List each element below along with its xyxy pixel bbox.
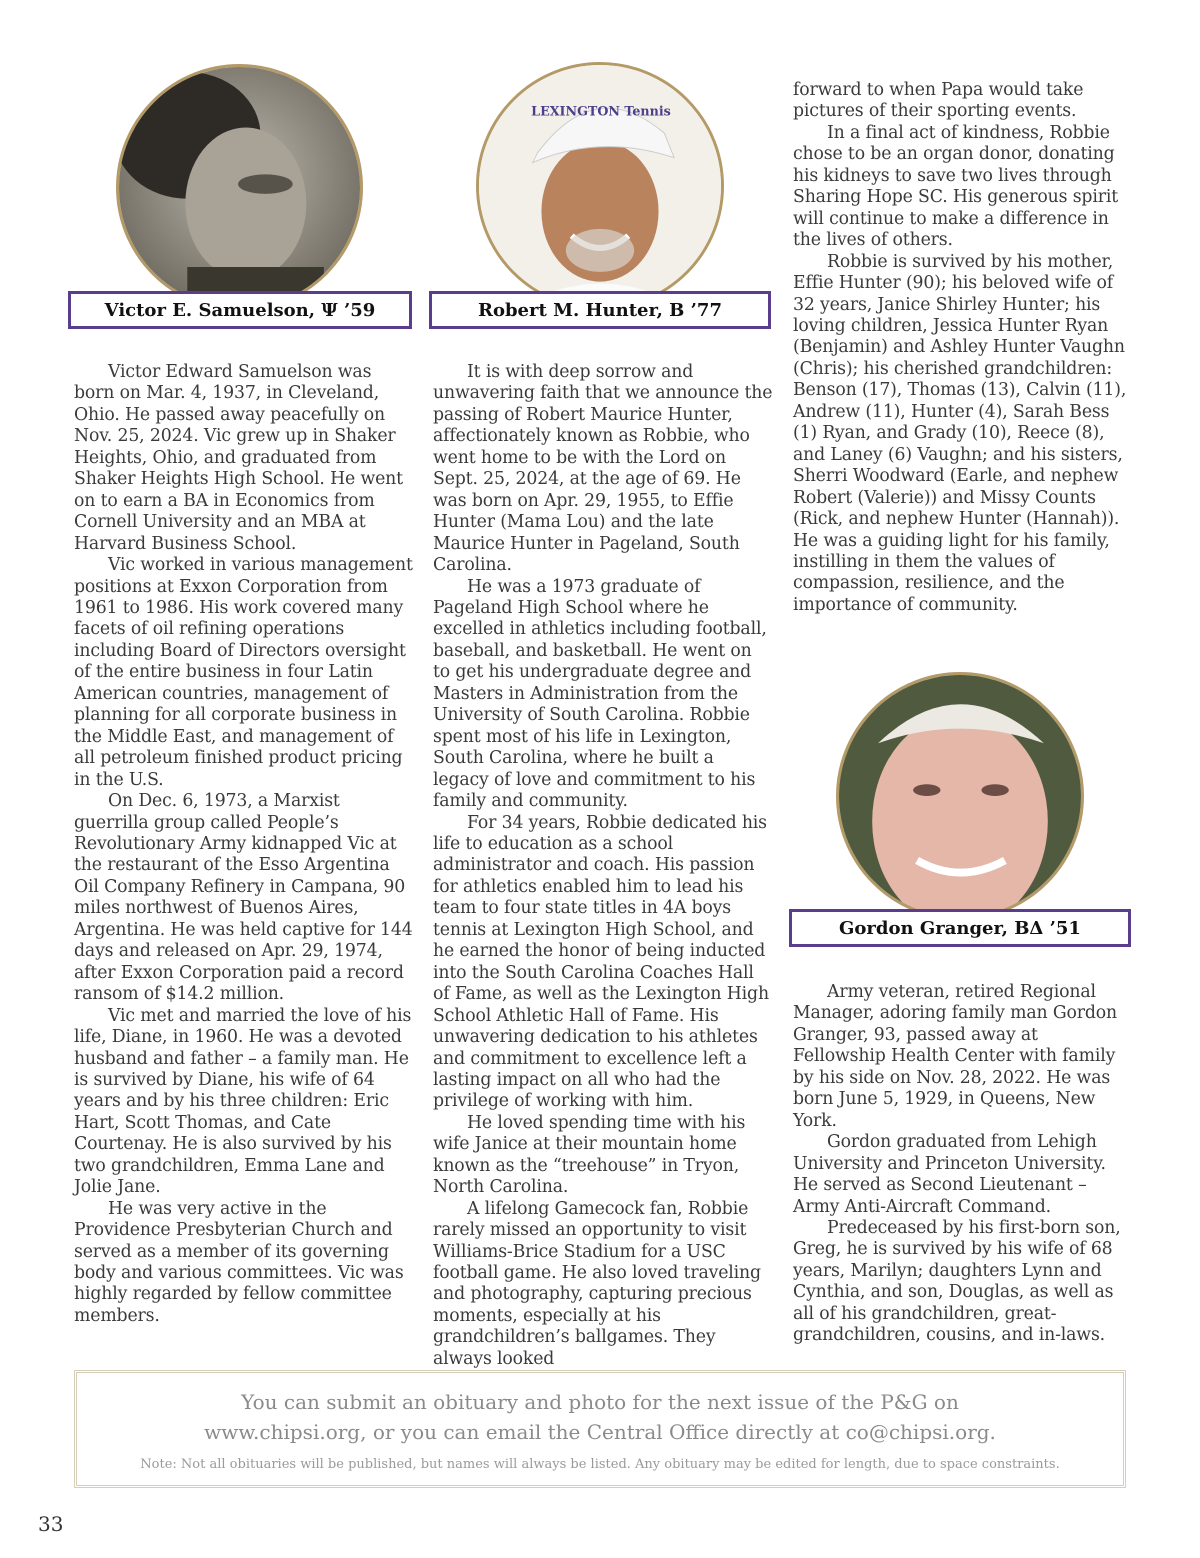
paragraph: Victor Edward Samuelson was born on Mar. 4, 1937, in Cleveland, Ohio. He passed away peacefully on Nov. 25, 2024. Vic grew up in Shaker Heights, Ohio, and graduated from Shaker Heights High School. He went on to earn a BA in Economics from Cornell University and an MBA at Harvard Business School. — [74, 362, 403, 554]
victor-samuelson-photo — [116, 64, 363, 311]
paragraph: On Dec. 6, 1973, a Marxist guerrilla group called People’s Revolutionary Army kidnapped Vic at the restaurant of the Esso Argentina Oil Company Refinery in Campana, 90 miles northwest of Buenos Aires, Argentina. He was held captive for 144 days and released on Apr. 29, 1974, after Exxon Corporation paid a record ransom of $14.2 million. — [74, 791, 413, 1005]
paragraph: A lifelong Gamecock fan, Robbie rarely missed an opportunity to visit Williams-Brice Stadium for a USC football game. He also loved traveling and photography, capturing precious moments, especially at his grandchildren’s ballgames. They always looked — [433, 1198, 761, 1369]
notice-note: Note: Not all obituaries will be published, but names will always be listed. Any obituary may be edited for length, due to space constraints. — [140, 1457, 1060, 1472]
paragraph: Army veteran, retired Regional Manager, adoring family man Gordon Granger, 93, passed away at Fellowship Health Center with family by his side on Nov. 28, 2022. He was born June 5, 1929, in Queens, New York. — [793, 982, 1117, 1131]
paragraph: It is with deep sorrow and unwavering faith that we announce the passing of Robert Maurice Hunter, affectionately known as Robbie, who went home to be with the Lord on Sept. 25, 2024, at the age of 69. He was born on Apr. 29, 1955, to Effie Hunter (Mama Lou) and the late Maurice Hunter in Pageland, South Carolina. — [433, 362, 773, 576]
paragraph: Vic met and married the love of his life, Diane, in 1960. He was a devoted husband and father – a family man. He is survived by Diane, his wife of 64 years and by his three children: Eric Hart, Scott Thomas, and Cate Courtenay. He is also survived by his two grandchildren, Emma Lane and Jolie Jane. — [74, 1005, 412, 1198]
paragraph: Predeceased by his first-born son, Greg, he is survived by his wife of 68 years, Marilyn; daughters Lynn and Cynthia, and son, Douglas, as well as all of his grandchildren, great-grandchildren, cousins, and in-laws. — [793, 1217, 1121, 1346]
victor-samuelson-obituary — [74, 362, 414, 1327]
paragraph: For 34 years, Robbie dedicated his life to education as a school administrator and coach. His passion for athletics enabled him to lead his team to four state titles in 4A boys tennis at Lexington High School, and he earned the honor of being inducted into the South Carolina Coaches Hall of Fame, as well as the Lexington High School Athletic Hall of Fame. His unwavering dedication to his athletes and commitment to excellence left a lasting impact on all who had the privilege of working with him. — [433, 812, 769, 1112]
paragraph: In a final act of kindness, Robbie chose to be an organ donor, donating his kidneys to save two lives through Sharing Hope SC. His generous spirit will continue to make a difference in the lives of others. — [793, 122, 1118, 251]
paragraph: Gordon graduated from Lehigh University and Princeton University. He served as Second Lieutenant – Army Anti-Aircraft Command. — [793, 1132, 1106, 1217]
robert-hunter-photo — [476, 62, 724, 310]
gordon-granger-obituary — [793, 982, 1133, 1347]
notice-line-2: www.chipsi.org, or you can email the Central Office directly at co@chipsi.org. — [204, 1420, 996, 1444]
paragraph: Robbie is survived by his mother, Effie Hunter (90); his beloved wife of 32 years, Janice Shirley Hunter; his loving children, Jessica Hunter Ryan (Benjamin) and Ashley Hunter Vaughn (Chris); his cherished grandchildren: Benson (17), Thomas (13), Calvin (11), Andrew (11), Hunter (4), Sarah Bess (1) Ryan, and Grady (10), Reece (8), and Laney (6) Vaughn; and his sisters, Sherri Woodward (Earle, and nephew Robert (Valerie)) and Missy Counts (Rick, and nephew Hunter (Hannah)). He was a guiding light for his family, instilling in them the values of compassion, resilience, and the importance of community. — [793, 251, 1127, 615]
paragraph: Vic worked in various management positions at Exxon Corporation from 1961 to 1986. His work covered many facets of oil refining operations including Board of Directors oversight of the entire business in four Latin American countries, management of planning for all corporate business in the Middle East, and management of all petroleum finished product pricing in the U.S. — [74, 555, 413, 790]
gordon-granger-name: Gordon Granger, BΔ ’51 — [789, 909, 1131, 947]
robert-hunter-name: Robert M. Hunter, B ’77 — [429, 291, 771, 329]
gordon-granger-photo — [836, 672, 1084, 920]
paragraph: He loved spending time with his wife Janice at their mountain home known as the “treehouse” in Tryon, North Carolina. — [433, 1112, 746, 1198]
robert-hunter-obituary-continued — [793, 80, 1133, 616]
paragraph: forward to when Papa would take pictures of their sporting events. — [793, 80, 1084, 122]
paragraph: He was very active in the Providence Presbyterian Church and served as a member of its governing body and various committees. Vic was highly regarded by fellow committee members. — [74, 1198, 404, 1326]
page-number: 33 — [38, 1512, 64, 1536]
robert-hunter-obituary — [433, 362, 773, 1370]
paragraph: He was a 1973 graduate of Pageland High School where he excelled in athletics including football, baseball, and basketball. He went on to get his undergraduate degree and Masters in Administration from the University of South Carolina. Robbie spent most of his life in Lexington, South Carolina, where he built a legacy of love and commitment to his family and community. — [433, 576, 767, 812]
victor-samuelson-name: Victor E. Samuelson, Ψ ’59 — [68, 291, 412, 329]
submission-notice — [74, 1370, 1126, 1488]
notice-line-1: You can submit an obituary and photo for the next issue of the P&G on — [241, 1390, 959, 1414]
cap-logo: LEXINGTON Tennis — [531, 103, 671, 119]
